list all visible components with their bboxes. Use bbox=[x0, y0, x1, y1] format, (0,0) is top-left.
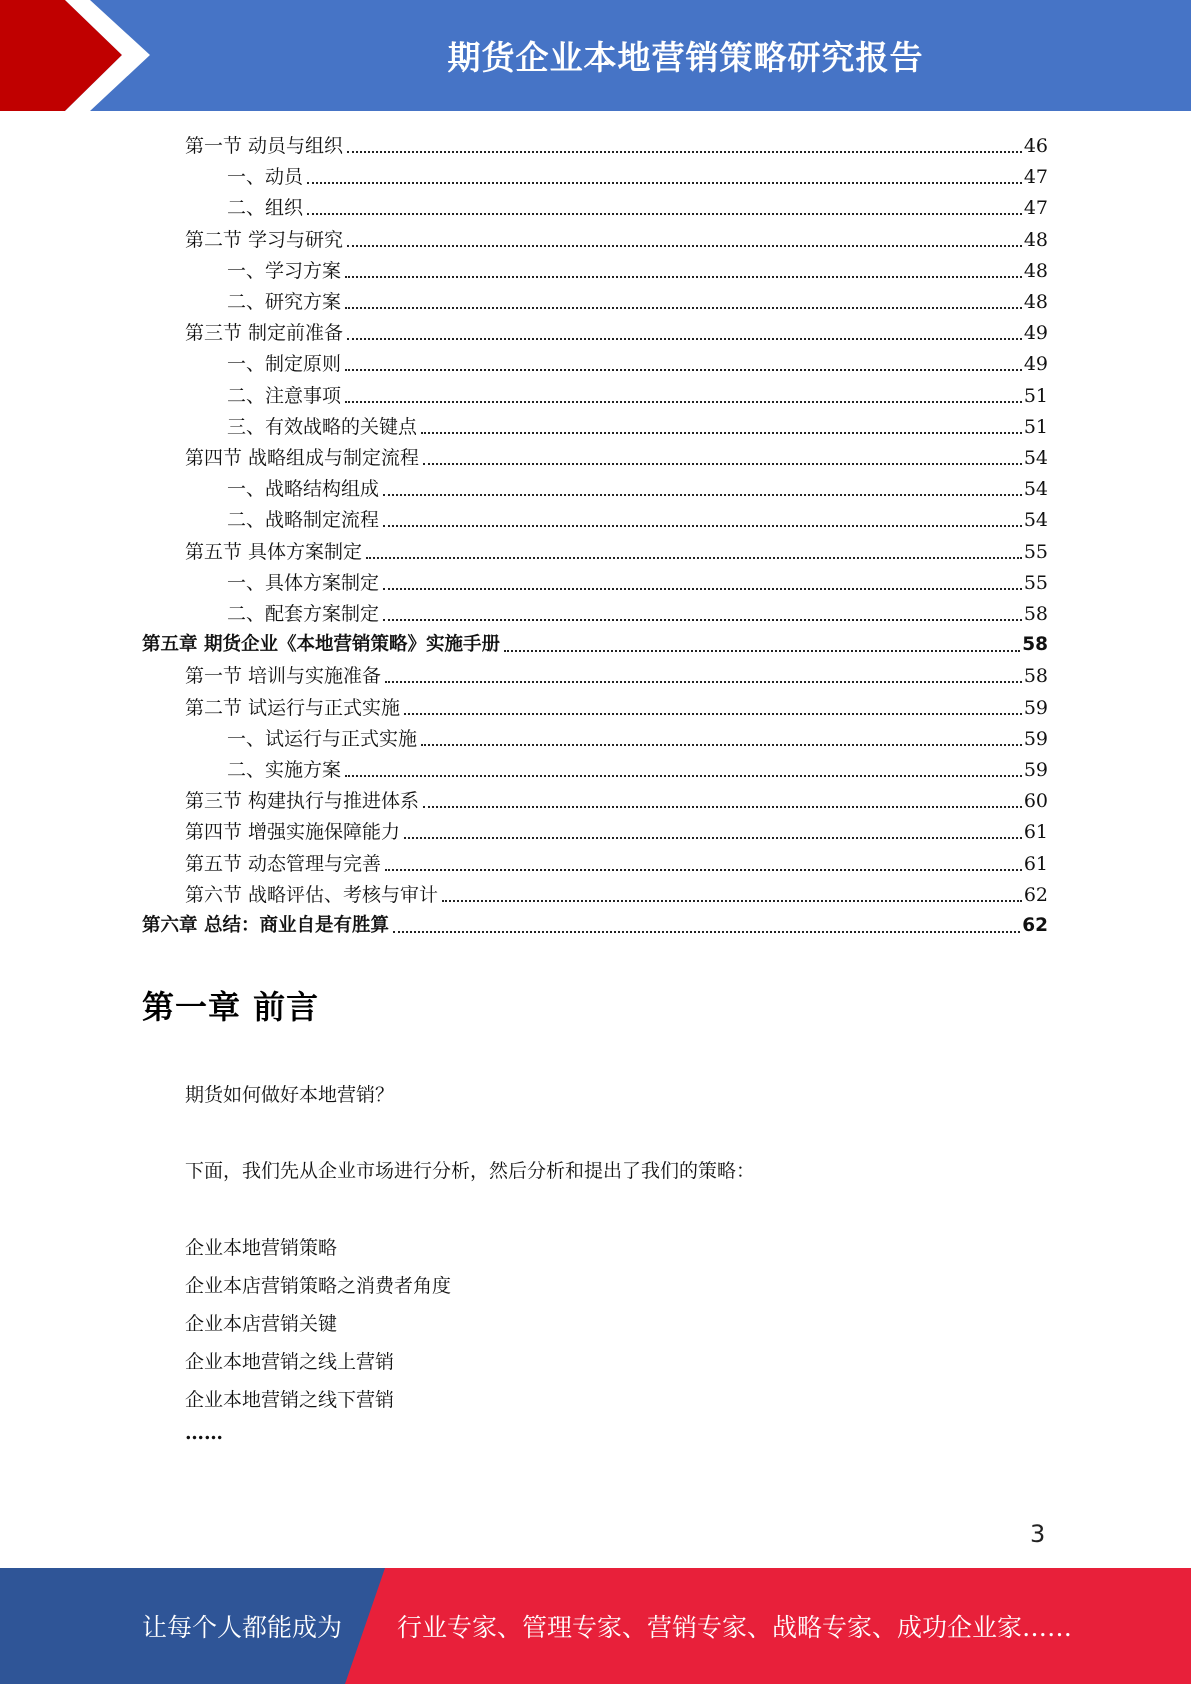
toc-entry-page: 60 bbox=[1023, 790, 1048, 813]
chapter-heading: 第一章 前言 bbox=[142, 988, 320, 1026]
toc-entry-title: 第四节 增强实施保障能力 bbox=[185, 821, 401, 844]
toc-entry[interactable] bbox=[185, 782, 1048, 813]
footer-slogan-left: 让每个人都能成为 bbox=[142, 1613, 343, 1642]
toc-entry-page: 59 bbox=[1023, 727, 1048, 750]
toc-entry-title: 第四节 战略组成与制定流程 bbox=[185, 447, 420, 469]
toc-leader-dots bbox=[345, 276, 1022, 278]
toc-entry[interactable] bbox=[185, 845, 1048, 876]
toc-leader-dots bbox=[404, 713, 1022, 715]
toc-leader-dots bbox=[423, 806, 1022, 808]
toc-entry[interactable] bbox=[227, 158, 1048, 189]
toc-entry-title: 二、配套方案制定 bbox=[227, 603, 380, 625]
toc-entry-title: 第五章 期货企业《本地营销策略》实施手册 bbox=[142, 634, 500, 656]
list-item: 企业本地营销之线下营销 bbox=[185, 1389, 395, 1411]
footer-slogan-right: 行业专家、管理专家、营销专家、战略专家、成功企业家…… bbox=[397, 1613, 1073, 1642]
toc-leader-dots bbox=[383, 494, 1022, 496]
toc-entry-title: 二、组织 bbox=[227, 197, 304, 220]
toc-entry-page: 59 bbox=[1023, 759, 1048, 781]
page-header bbox=[0, 0, 1191, 111]
toc-entry-page: 55 bbox=[1023, 540, 1048, 563]
toc-entry-title: 第二节 试运行与正式实施 bbox=[185, 696, 401, 719]
toc-entry-title: 一、战略结构组成 bbox=[227, 478, 380, 501]
toc-entry-page: 54 bbox=[1023, 509, 1048, 532]
toc-entry-page: 62 bbox=[1022, 915, 1048, 936]
toc-leader-dots bbox=[393, 931, 1020, 933]
toc-entry-page: 46 bbox=[1023, 135, 1048, 157]
toc-leader-dots bbox=[385, 869, 1022, 871]
toc-leader-dots bbox=[404, 837, 1022, 839]
toc-entry-page: 47 bbox=[1023, 197, 1048, 220]
toc-entry-title: 第二节 学习与研究 bbox=[185, 228, 344, 251]
toc-entry-page: 48 bbox=[1023, 228, 1048, 251]
toc-entry-title: 二、研究方案 bbox=[227, 291, 342, 313]
toc-entry-title: 第五节 动态管理与完善 bbox=[185, 852, 382, 875]
toc-entry-title: 二、战略制定流程 bbox=[227, 509, 380, 532]
toc-leader-dots bbox=[385, 681, 1022, 683]
toc-entry[interactable] bbox=[185, 314, 1048, 345]
toc-entry[interactable] bbox=[227, 377, 1048, 408]
toc-entry[interactable] bbox=[185, 876, 1048, 907]
list-item: 企业本店营销策略之消费者角度 bbox=[185, 1275, 452, 1297]
toc-entry-page: 48 bbox=[1023, 259, 1048, 282]
chevron-arrow-icon bbox=[0, 0, 160, 111]
toc-entry-page: 58 bbox=[1023, 603, 1048, 625]
toc-entry-page: 61 bbox=[1023, 852, 1048, 875]
toc-entry-title: 二、实施方案 bbox=[227, 759, 342, 781]
toc-entry-title: 一、学习方案 bbox=[227, 259, 342, 282]
toc-entry-page: 59 bbox=[1023, 696, 1048, 719]
toc-leader-dots bbox=[504, 650, 1020, 652]
toc-leader-dots bbox=[345, 775, 1022, 777]
toc-leader-dots bbox=[345, 401, 1022, 403]
toc-entry-page: 54 bbox=[1023, 447, 1048, 469]
toc-leader-dots bbox=[421, 744, 1022, 746]
toc-leader-dots bbox=[307, 213, 1022, 215]
toc-leader-dots bbox=[347, 151, 1022, 153]
toc-leader-dots bbox=[347, 338, 1022, 340]
toc-entry-page: 47 bbox=[1023, 166, 1048, 189]
toc-entry[interactable] bbox=[227, 501, 1048, 532]
toc-leader-dots bbox=[442, 900, 1022, 902]
list-item: 企业本地营销之线上营销 bbox=[185, 1351, 395, 1373]
toc-entry[interactable] bbox=[227, 252, 1048, 283]
toc-entry-title: 第六章 总结：商业自是有胜算 bbox=[142, 915, 389, 936]
toc-entry-title: 第三节 制定前准备 bbox=[185, 322, 344, 345]
page-number: 3 bbox=[1030, 1520, 1046, 1548]
toc-entry[interactable] bbox=[227, 189, 1048, 220]
page-footer bbox=[0, 1568, 1191, 1684]
toc-entry-title: 第六节 战略评估、考核与审计 bbox=[185, 883, 439, 906]
toc-entry[interactable] bbox=[185, 221, 1048, 252]
toc-entry[interactable] bbox=[185, 657, 1048, 688]
toc-entry[interactable] bbox=[142, 907, 1048, 938]
toc-entry[interactable] bbox=[227, 345, 1048, 376]
toc-entry[interactable] bbox=[227, 720, 1048, 751]
toc-entry-title: 一、具体方案制定 bbox=[227, 571, 380, 594]
toc-leader-dots bbox=[307, 182, 1022, 184]
toc-leader-dots bbox=[383, 588, 1022, 590]
toc-leader-dots bbox=[345, 307, 1022, 309]
toc-entry-page: 61 bbox=[1023, 821, 1048, 844]
toc-leader-dots bbox=[366, 557, 1022, 559]
ellipsis: …… bbox=[185, 1422, 223, 1444]
toc-entry-page: 62 bbox=[1023, 883, 1048, 906]
list-item: 企业本地营销策略 bbox=[185, 1237, 338, 1259]
toc-entry-title: 三、有效战略的关键点 bbox=[227, 415, 418, 438]
report-title: 期货企业本地营销策略研究报告 bbox=[447, 38, 924, 77]
toc-entry-title: 第三节 构建执行与推进体系 bbox=[185, 790, 420, 813]
toc-entry[interactable] bbox=[227, 595, 1048, 626]
toc-leader-dots bbox=[383, 619, 1022, 621]
toc-entry-title: 一、动员 bbox=[227, 166, 304, 189]
toc-entry[interactable] bbox=[185, 689, 1048, 720]
toc-leader-dots bbox=[421, 432, 1022, 434]
toc-entry[interactable] bbox=[227, 283, 1048, 314]
toc-entry-page: 49 bbox=[1023, 322, 1048, 345]
toc-leader-dots bbox=[347, 245, 1022, 247]
toc-entry-title: 第一节 培训与实施准备 bbox=[185, 665, 382, 688]
toc-entry[interactable] bbox=[227, 751, 1048, 782]
toc-entry-title: 第五节 具体方案制定 bbox=[185, 540, 363, 563]
question-paragraph: 期货如何做好本地营销？ bbox=[185, 1084, 395, 1106]
toc-entry[interactable] bbox=[185, 127, 1048, 158]
toc-leader-dots bbox=[383, 525, 1022, 527]
toc-entry-title: 第一节 动员与组织 bbox=[185, 135, 344, 157]
toc-entry[interactable] bbox=[185, 533, 1048, 564]
toc-entry-page: 55 bbox=[1023, 571, 1048, 594]
toc-entry-page: 51 bbox=[1023, 384, 1048, 407]
toc-entry-page: 51 bbox=[1023, 415, 1048, 438]
toc-entry-page: 58 bbox=[1022, 634, 1048, 656]
toc-entry[interactable] bbox=[227, 408, 1048, 439]
toc-entry-page: 58 bbox=[1023, 665, 1048, 688]
toc-entry[interactable] bbox=[142, 626, 1048, 657]
toc-leader-dots bbox=[423, 463, 1022, 465]
toc-entry-title: 一、制定原则 bbox=[227, 353, 342, 376]
toc-entry-title: 二、注意事项 bbox=[227, 384, 342, 407]
toc-entry-title: 一、试运行与正式实施 bbox=[227, 727, 418, 750]
toc-entry-page: 48 bbox=[1023, 291, 1048, 313]
toc-entry[interactable] bbox=[185, 813, 1048, 844]
toc-entry[interactable] bbox=[227, 470, 1048, 501]
toc-entry-page: 49 bbox=[1023, 353, 1048, 376]
intro-paragraph: 下面，我们先从企业市场进行分析，然后分析和提出了我们的策略： bbox=[185, 1160, 756, 1182]
list-item: 企业本店营销关键 bbox=[185, 1313, 338, 1335]
toc-leader-dots bbox=[345, 369, 1022, 371]
toc-entry[interactable] bbox=[185, 439, 1048, 470]
toc-entry[interactable] bbox=[227, 564, 1048, 595]
toc-entry-page: 54 bbox=[1023, 478, 1048, 501]
